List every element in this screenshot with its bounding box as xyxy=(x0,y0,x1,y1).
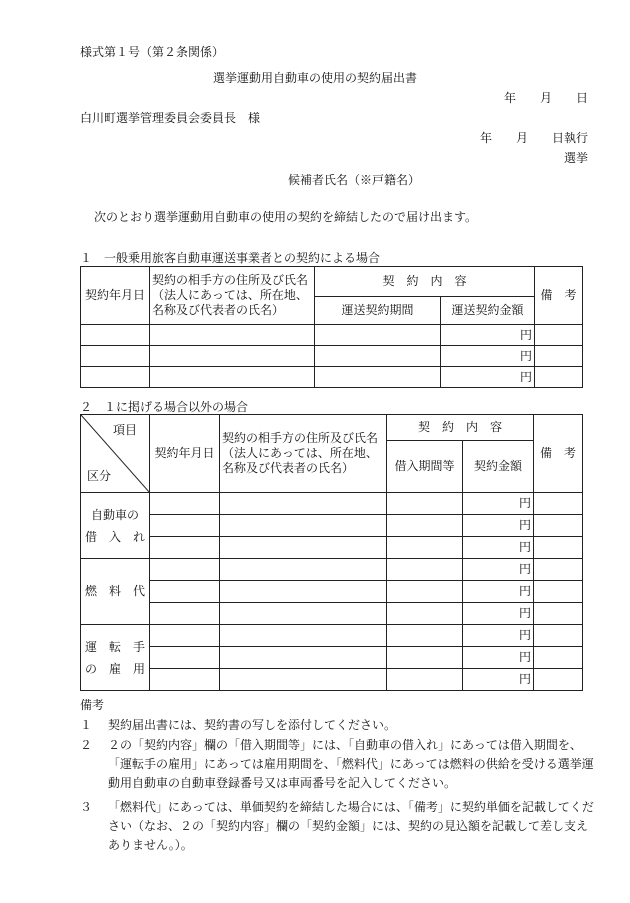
section1-heading: １ 一般乗用旅客自動車運送事業者との契約による場合 xyxy=(80,251,381,265)
cell-amount[interactable]: 円 xyxy=(463,493,534,515)
category-label-line2: 借 入 れ xyxy=(84,529,145,544)
table-row xyxy=(81,493,583,515)
cell-amount[interactable]: 円 xyxy=(463,669,534,691)
header-category: 区分 xyxy=(87,469,112,483)
category-label-line1: 自動車の xyxy=(90,507,139,522)
cell-remarks[interactable] xyxy=(534,603,583,625)
cell-counterparty[interactable] xyxy=(220,515,387,537)
header-contract-contents: 契 約 内 容 xyxy=(387,415,534,441)
category-label-line2: の 雇 用 xyxy=(84,661,145,676)
cell-amount[interactable]: 円 xyxy=(463,603,534,625)
cell-period[interactable] xyxy=(387,625,463,647)
candidate-name-label: 候補者氏名（※戸籍名） xyxy=(288,173,421,187)
cell-remarks[interactable] xyxy=(534,537,583,559)
cell-period[interactable] xyxy=(387,669,463,691)
cell-counterparty[interactable] xyxy=(220,537,387,559)
header-counterparty-line2: （法人にあっては、所在地、 xyxy=(152,288,308,302)
header-counterparty-line1: 契約の相手方の住所及び氏名 xyxy=(152,273,309,287)
cell-counterparty[interactable] xyxy=(150,367,315,388)
notes-heading: 備考 xyxy=(80,698,105,712)
cell-date[interactable] xyxy=(150,647,220,669)
header-counterparty xyxy=(150,267,315,325)
cell-remarks[interactable] xyxy=(534,669,583,691)
form-id: 様式第１号（第２条関係） xyxy=(80,45,225,59)
cell-date[interactable] xyxy=(150,493,220,515)
cell-counterparty[interactable] xyxy=(220,559,387,581)
cell-period[interactable] xyxy=(387,493,463,515)
header-borrow-period: 借入期間等 xyxy=(387,441,463,493)
table-row xyxy=(81,367,583,388)
header-transport-period: 運送契約期間 xyxy=(315,297,441,325)
cell-period[interactable] xyxy=(315,367,441,388)
cell-remarks[interactable] xyxy=(534,647,583,669)
cell-date[interactable] xyxy=(150,559,220,581)
cell-period[interactable] xyxy=(387,537,463,559)
intro-text: 次のとおり選挙運動用自動車の使用の契約を締結したので届け出ます。 xyxy=(94,210,478,224)
cell-date[interactable] xyxy=(150,515,220,537)
header-remarks: 備 考 xyxy=(534,415,583,493)
header-contract-date: 契約年月日 xyxy=(81,267,150,325)
note-number: ３ xyxy=(80,800,93,814)
cell-period[interactable] xyxy=(387,647,463,669)
header-item: 項目 xyxy=(113,423,138,437)
cell-date[interactable] xyxy=(150,603,220,625)
table-row xyxy=(81,647,583,669)
cell-counterparty[interactable] xyxy=(220,493,387,515)
header-counterparty-line3: 名称及び代表者の氏名） xyxy=(222,461,355,475)
note-item-3 xyxy=(80,798,600,855)
cell-remarks[interactable] xyxy=(534,625,583,647)
document-title: 選挙運動用自動車の使用の契約届出書 xyxy=(212,71,417,85)
table-row xyxy=(81,559,583,581)
cell-counterparty[interactable] xyxy=(220,669,387,691)
table-row xyxy=(81,346,583,367)
cell-period[interactable] xyxy=(387,515,463,537)
header-counterparty xyxy=(220,415,387,493)
cell-counterparty[interactable] xyxy=(220,647,387,669)
category-fuel-cost xyxy=(81,559,150,625)
category-label-line1: 燃 料 代 xyxy=(84,584,145,598)
header-contract-date: 契約年月日 xyxy=(150,415,220,493)
table-row xyxy=(81,625,583,647)
category-label-line1: 運 転 手 xyxy=(84,639,145,654)
addressee: 白川町選挙管理委員会委員長 様 xyxy=(80,111,261,125)
section2-heading: ２ １に掲げる場合以外の場合 xyxy=(80,400,249,414)
table-row xyxy=(81,537,583,559)
note-item-2 xyxy=(80,736,600,793)
header-contract-amount: 契約金額 xyxy=(463,441,534,493)
cell-date[interactable] xyxy=(150,625,220,647)
cell-period[interactable] xyxy=(315,346,441,367)
cell-date[interactable] xyxy=(81,346,150,367)
cell-remarks[interactable] xyxy=(534,559,583,581)
election-label: 選挙 xyxy=(563,151,588,165)
note-text: 「燃料代」にあっては、単価契約を締結した場合には、「備考」に契約単価を記載してください（なお、２の「契約内容」欄の「契約金額」には、契約の見込額を記載して差し支えありません。）。 xyxy=(108,800,594,852)
election-date: 年 月 日執行 xyxy=(479,131,588,145)
section1-table xyxy=(80,266,583,388)
cell-amount[interactable]: 円 xyxy=(441,325,535,346)
cell-amount[interactable]: 円 xyxy=(463,581,534,603)
cell-period[interactable] xyxy=(315,325,441,346)
cell-counterparty[interactable] xyxy=(150,325,315,346)
cell-amount[interactable]: 円 xyxy=(441,346,535,367)
cell-counterparty[interactable] xyxy=(150,346,315,367)
cell-remarks[interactable] xyxy=(535,325,583,346)
header-counterparty-line3: 名称及び代表者の氏名） xyxy=(152,303,285,317)
category-driver-employment xyxy=(81,625,150,691)
note-text: ２の「契約内容」欄の「借入期間等」には、「自動車の借入れ」にあっては借入期間を、「運転手の雇用」にあっては雇用期間を、「燃料代」にあっては燃料の供給を受ける選挙運動用自動車の自動車登録番号又は車両番号を記入してください。 xyxy=(108,738,594,790)
submission-date: 年 月 日 xyxy=(503,91,588,105)
cell-date[interactable] xyxy=(81,367,150,388)
table-row xyxy=(81,515,583,537)
cell-remarks[interactable] xyxy=(534,493,583,515)
header-remarks: 備 考 xyxy=(535,267,583,325)
table-row xyxy=(81,603,583,625)
cell-amount[interactable]: 円 xyxy=(463,537,534,559)
header-contract-contents: 契 約 内 容 xyxy=(315,267,535,297)
header-item-category xyxy=(81,415,150,493)
table-row xyxy=(81,325,583,346)
header-transport-amount: 運送契約金額 xyxy=(441,297,535,325)
note-number: １ xyxy=(80,718,93,732)
section2-table xyxy=(80,414,583,691)
cell-counterparty[interactable] xyxy=(220,581,387,603)
header-counterparty-line2: （法人にあっては、所在地、 xyxy=(222,446,378,460)
cell-remarks[interactable] xyxy=(535,346,583,367)
cell-date[interactable] xyxy=(150,581,220,603)
cell-date[interactable] xyxy=(150,669,220,691)
category-vehicle-rental xyxy=(81,493,150,559)
cell-remarks[interactable] xyxy=(534,581,583,603)
cell-period[interactable] xyxy=(387,603,463,625)
cell-amount[interactable]: 円 xyxy=(463,559,534,581)
cell-counterparty[interactable] xyxy=(220,603,387,625)
cell-amount[interactable]: 円 xyxy=(463,625,534,647)
note-number: ２ xyxy=(80,738,93,752)
table-row xyxy=(81,669,583,691)
header-counterparty-line1: 契約の相手方の住所及び氏名 xyxy=(222,431,379,445)
note-item-1 xyxy=(80,716,600,735)
cell-date[interactable] xyxy=(150,537,220,559)
table-row xyxy=(81,581,583,603)
cell-period[interactable] xyxy=(387,559,463,581)
cell-remarks[interactable] xyxy=(535,367,583,388)
cell-amount[interactable]: 円 xyxy=(463,647,534,669)
cell-amount[interactable]: 円 xyxy=(441,367,535,388)
cell-date[interactable] xyxy=(81,325,150,346)
cell-amount[interactable]: 円 xyxy=(463,515,534,537)
cell-counterparty[interactable] xyxy=(220,625,387,647)
cell-remarks[interactable] xyxy=(534,515,583,537)
cell-period[interactable] xyxy=(387,581,463,603)
note-text: 契約届出書には、契約書の写しを添付してください。 xyxy=(108,718,397,732)
